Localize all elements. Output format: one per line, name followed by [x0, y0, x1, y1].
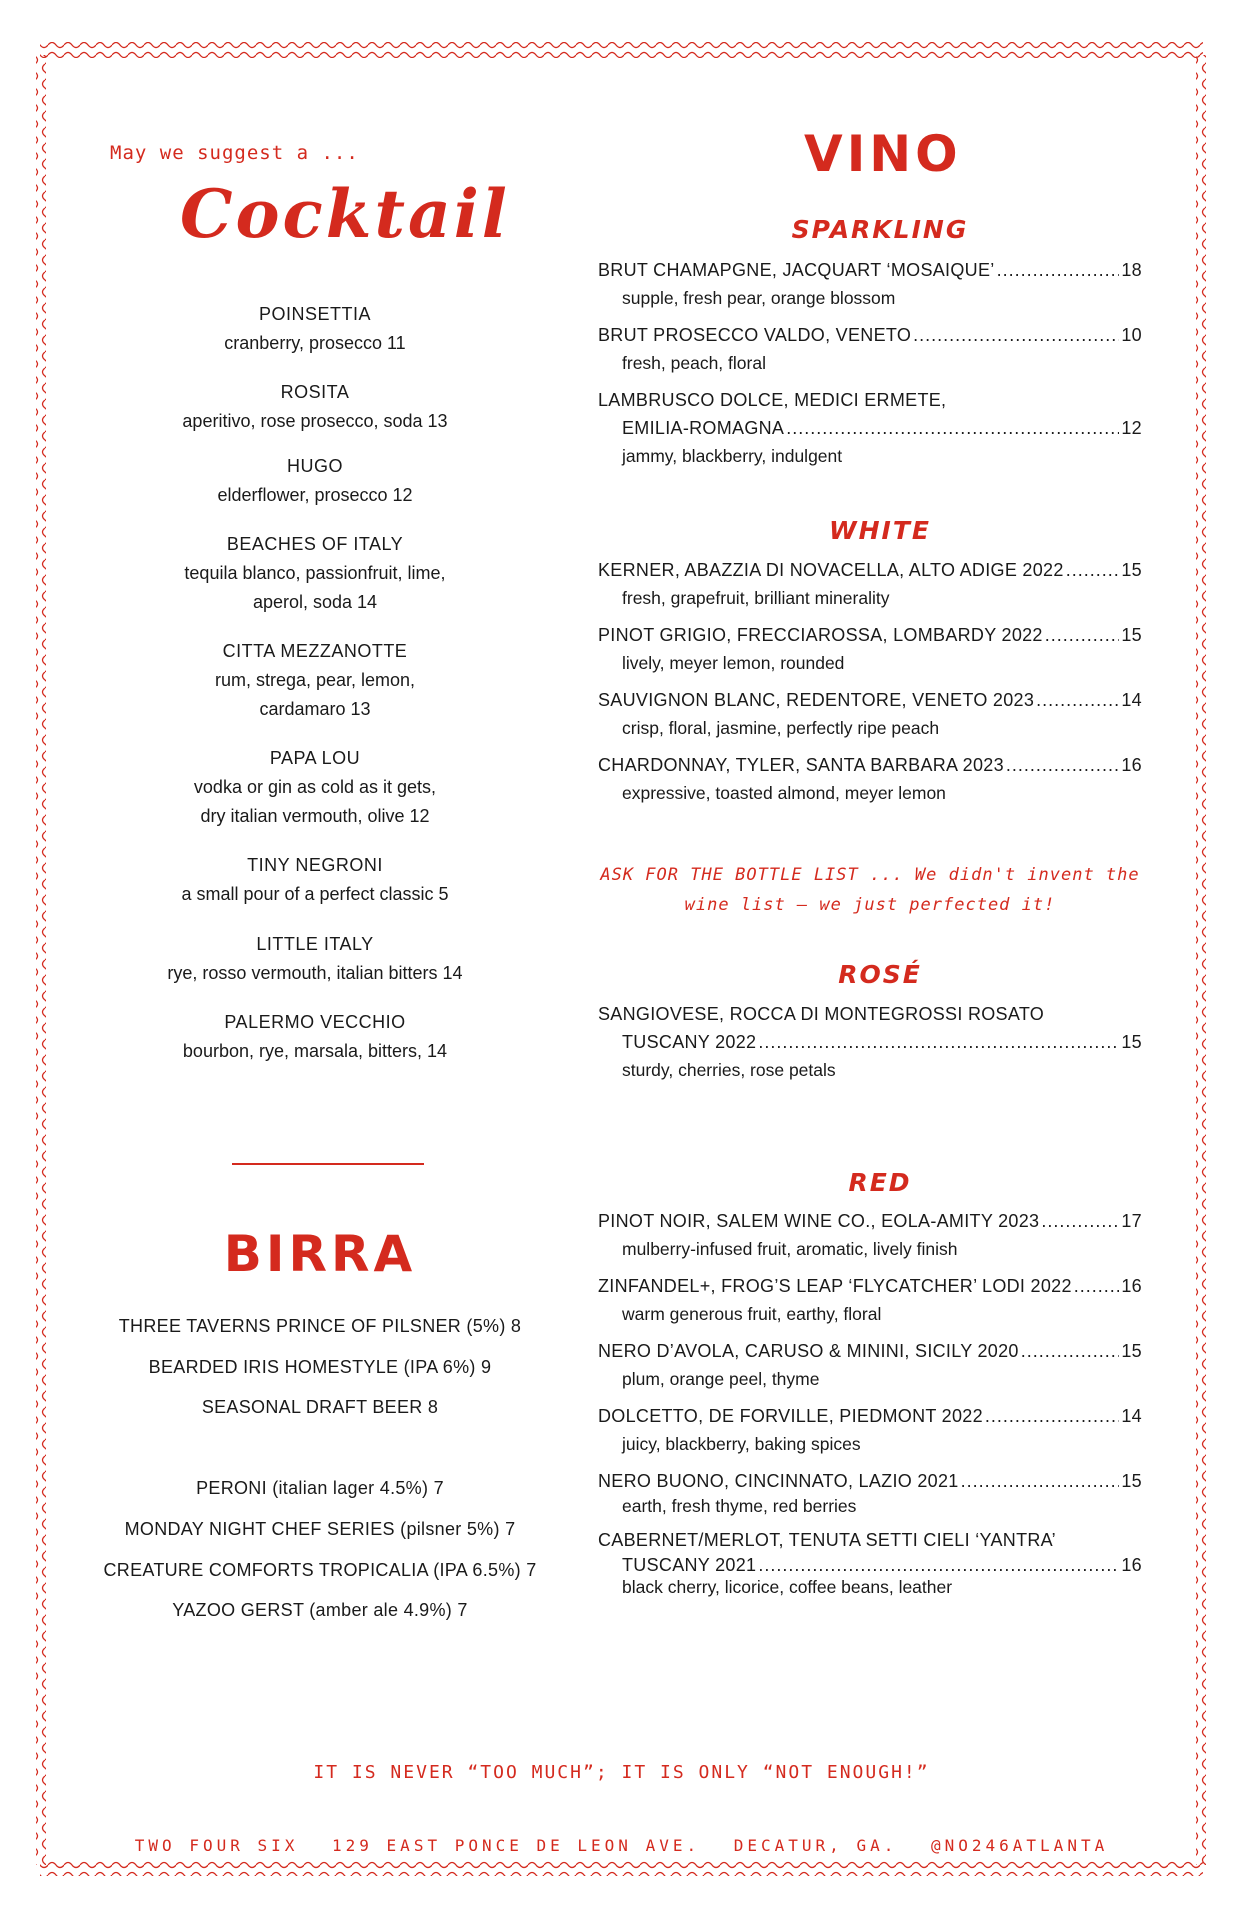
- wine-price: 15: [1121, 1341, 1142, 1361]
- cocktail-name: PAPA LOU: [269, 748, 361, 768]
- beer-item: YAZOO GERST (amber ale 4.9%) 7: [172, 1600, 468, 1620]
- beer-item: THREE TAVERNS PRINCE OF PILSNER (5%) 8: [118, 1316, 522, 1336]
- cocktail-desc: a small pour of a perfect classic 5: [181, 884, 449, 904]
- wine-price: 17: [1121, 1211, 1142, 1231]
- wine-price: 18: [1121, 260, 1142, 280]
- wine-name: TUSCANY 2021: [622, 1555, 757, 1575]
- cocktail-name: ROSITA: [280, 382, 350, 402]
- leader-dots: [1045, 621, 1120, 649]
- wine-list-red: [598, 1207, 1142, 1598]
- city: DECATUR, GA.: [733, 1836, 898, 1855]
- cocktail-desc: cranberry, prosecco 11: [224, 333, 406, 353]
- wine-desc: sturdy, cherries, rose petals: [622, 1060, 836, 1080]
- wine-list-white: [598, 556, 1142, 807]
- cocktail-name: HUGO: [287, 456, 343, 476]
- leader-dots: [1021, 1337, 1120, 1365]
- cocktail-name: CITTA MEZZANOTTE: [222, 641, 408, 661]
- tagline: IT IS NEVER “TOO MUCH”; IT IS ONLY “NOT ENOUGH!”: [313, 1762, 930, 1783]
- wine-price: 16: [1121, 1276, 1142, 1296]
- cocktail-item: [70, 530, 560, 617]
- leader-dots: [985, 1402, 1119, 1430]
- wine-price: 12: [1121, 418, 1142, 438]
- wine-name: DOLCETTO, DE FORVILLE, PIEDMONT 2022: [598, 1406, 983, 1426]
- leader-dots: [758, 1554, 1119, 1576]
- cocktail-desc: aperol, soda 14: [252, 592, 378, 612]
- beer-item: PERONI (italian lager 4.5%) 7: [196, 1478, 444, 1498]
- wine-desc: earth, fresh thyme, red berries: [622, 1496, 857, 1516]
- wine-name: SAUVIGNON BLANC, REDENTORE, VENETO 2023: [598, 690, 1035, 710]
- cocktail-name: PALERMO VECCHIO: [224, 1012, 406, 1032]
- sparkling-heading: SPARKLING: [791, 215, 969, 244]
- wine-price: 15: [1121, 1032, 1142, 1052]
- rose-heading: ROSÉ: [838, 960, 922, 989]
- leader-dots: [1041, 1207, 1119, 1235]
- wine-name: NERO BUONO, CINCINNATO, LAZIO 2021: [598, 1471, 959, 1491]
- brand-name: TWO FOUR SIX: [134, 1836, 299, 1855]
- leader-dots: [997, 256, 1120, 284]
- bottle-note-line: ASK FOR THE BOTTLE LIST ... We didn't invent the: [600, 865, 1140, 885]
- leader-dots: [1074, 1272, 1120, 1300]
- beer-item: SEASONAL DRAFT BEER 8: [201, 1397, 439, 1417]
- wine-desc: black cherry, licorice, coffee beans, leather: [622, 1577, 953, 1597]
- cocktail-name: BEACHES OF ITALY: [226, 534, 404, 554]
- cocktail-title: Cocktail: [180, 175, 510, 253]
- suggest-heading: May we suggest a ...: [110, 142, 359, 164]
- wine-price: 14: [1121, 690, 1142, 710]
- cocktail-desc: bourbon, rye, marsala, bitters, 14: [182, 1041, 448, 1061]
- wine-name: KERNER, ABAZZIA DI NOVACELLA, ALTO ADIGE 2022: [598, 560, 1064, 580]
- wine-name: CABERNET/MERLOT, TENUTA SETTI CIELI ‘YANTRA’: [598, 1530, 1056, 1550]
- wine-name: BRUT PROSECCO VALDO, VENETO: [598, 325, 912, 345]
- wine-desc: juicy, blackberry, baking spices: [622, 1434, 861, 1454]
- cocktail-name: LITTLE ITALY: [256, 934, 374, 954]
- leader-dots: [1036, 686, 1119, 714]
- cocktail-item: [70, 637, 560, 724]
- wine-name: SANGIOVESE, ROCCA DI MONTEGROSSI ROSATO: [598, 1004, 1045, 1024]
- leader-dots: [1006, 751, 1119, 779]
- social-handle: @NO246ATLANTA: [930, 1836, 1109, 1855]
- beer-item: MONDAY NIGHT CHEF SERIES (pilsner 5%) 7: [124, 1519, 516, 1539]
- wine-price: 10: [1121, 325, 1142, 345]
- cocktail-name: TINY NEGRONI: [247, 855, 383, 875]
- wine-name: LAMBRUSCO DOLCE, MEDICI ERMETE,: [598, 390, 947, 410]
- cocktail-item: [70, 378, 560, 436]
- beer-item: BEARDED IRIS HOMESTYLE (IPA 6%) 9: [148, 1357, 492, 1377]
- wine-desc: jammy, blackberry, indulgent: [622, 446, 843, 466]
- wine-desc: warm generous fruit, earthy, floral: [622, 1304, 882, 1324]
- cocktail-item: [70, 930, 560, 988]
- wine-price: 14: [1121, 1406, 1142, 1426]
- wine-name: ZINFANDEL+, FROG’S LEAP ‘FLYCATCHER’ LODI 2022: [598, 1276, 1072, 1296]
- beer-item: CREATURE COMFORTS TROPICALIA (IPA 6.5%) 7: [103, 1560, 537, 1580]
- cocktail-desc: rum, strega, pear, lemon,: [214, 670, 416, 690]
- cocktail-item: [70, 1008, 560, 1066]
- wine-desc: lively, meyer lemon, rounded: [622, 653, 845, 673]
- wine-name: TUSCANY 2022: [622, 1032, 757, 1052]
- cocktail-item: [70, 300, 560, 358]
- cocktail-item: [70, 452, 560, 510]
- cocktail-desc: tequila blanco, passionfruit, lime,: [184, 563, 446, 583]
- cocktail-name: POINSETTIA: [258, 304, 371, 324]
- wine-name: EMILIA-ROMAGNA: [622, 418, 785, 438]
- wine-price: 16: [1121, 755, 1142, 775]
- bottle-note-line: wine list — we just perfected it!: [684, 895, 1056, 915]
- street-address: 129 EAST PONCE DE LEON AVE.: [332, 1836, 701, 1855]
- cocktail-desc: cardamaro 13: [259, 699, 371, 719]
- wine-name: BRUT CHAMAPGNE, JACQUART ‘MOSAIQUE’: [598, 260, 995, 280]
- wine-desc: mulberry-infused fruit, aromatic, lively finish: [622, 1239, 958, 1259]
- cocktail-desc: vodka or gin as cold as it gets,: [193, 777, 437, 797]
- wine-name: NERO D’AVOLA, CARUSO & MININI, SICILY 2020: [598, 1341, 1019, 1361]
- section-divider: [232, 1163, 424, 1165]
- cocktail-desc: dry italian vermouth, olive 12: [200, 806, 430, 826]
- cocktail-desc: aperitivo, rose prosecco, soda 13: [182, 411, 448, 431]
- wine-desc: supple, fresh pear, orange blossom: [622, 288, 896, 308]
- wine-desc: plum, orange peel, thyme: [622, 1369, 820, 1389]
- wine-list-rose: [598, 1000, 1142, 1084]
- bottle-list-note: [598, 860, 1142, 920]
- wine-desc: expressive, toasted almond, meyer lemon: [622, 783, 946, 803]
- birra-title: BIRRA: [223, 1225, 417, 1283]
- wine-desc: fresh, peach, floral: [622, 353, 766, 373]
- leader-dots: [913, 321, 1119, 349]
- footer-address: [0, 1836, 1243, 1855]
- wine-list-sparkling: [598, 256, 1142, 470]
- wine-desc: fresh, grapefruit, brilliant minerality: [622, 588, 890, 608]
- white-heading: WHITE: [829, 516, 931, 545]
- leader-dots: [1066, 556, 1120, 584]
- cocktail-desc: elderflower, prosecco 12: [217, 485, 413, 505]
- wine-desc: crisp, floral, jasmine, perfectly ripe peach: [622, 718, 940, 738]
- wine-name: PINOT GRIGIO, FRECCIAROSSA, LOMBARDY 2022: [598, 625, 1043, 645]
- cocktail-desc: rye, rosso vermouth, italian bitters 14: [167, 963, 463, 983]
- red-heading: RED: [848, 1168, 912, 1197]
- leader-dots: [786, 414, 1119, 442]
- leader-dots: [961, 1467, 1120, 1495]
- wine-price: 15: [1121, 1471, 1142, 1491]
- leader-dots: [758, 1028, 1119, 1056]
- wine-name: CHARDONNAY, TYLER, SANTA BARBARA 2023: [598, 755, 1004, 775]
- vino-title: VINO: [804, 125, 962, 183]
- cocktail-item: [70, 744, 560, 831]
- wine-name: PINOT NOIR, SALEM WINE CO., EOLA-AMITY 2023: [598, 1211, 1040, 1231]
- cocktail-item: [70, 851, 560, 909]
- wine-price: 15: [1121, 560, 1142, 580]
- wine-price: 16: [1121, 1555, 1142, 1575]
- wine-price: 15: [1121, 625, 1142, 645]
